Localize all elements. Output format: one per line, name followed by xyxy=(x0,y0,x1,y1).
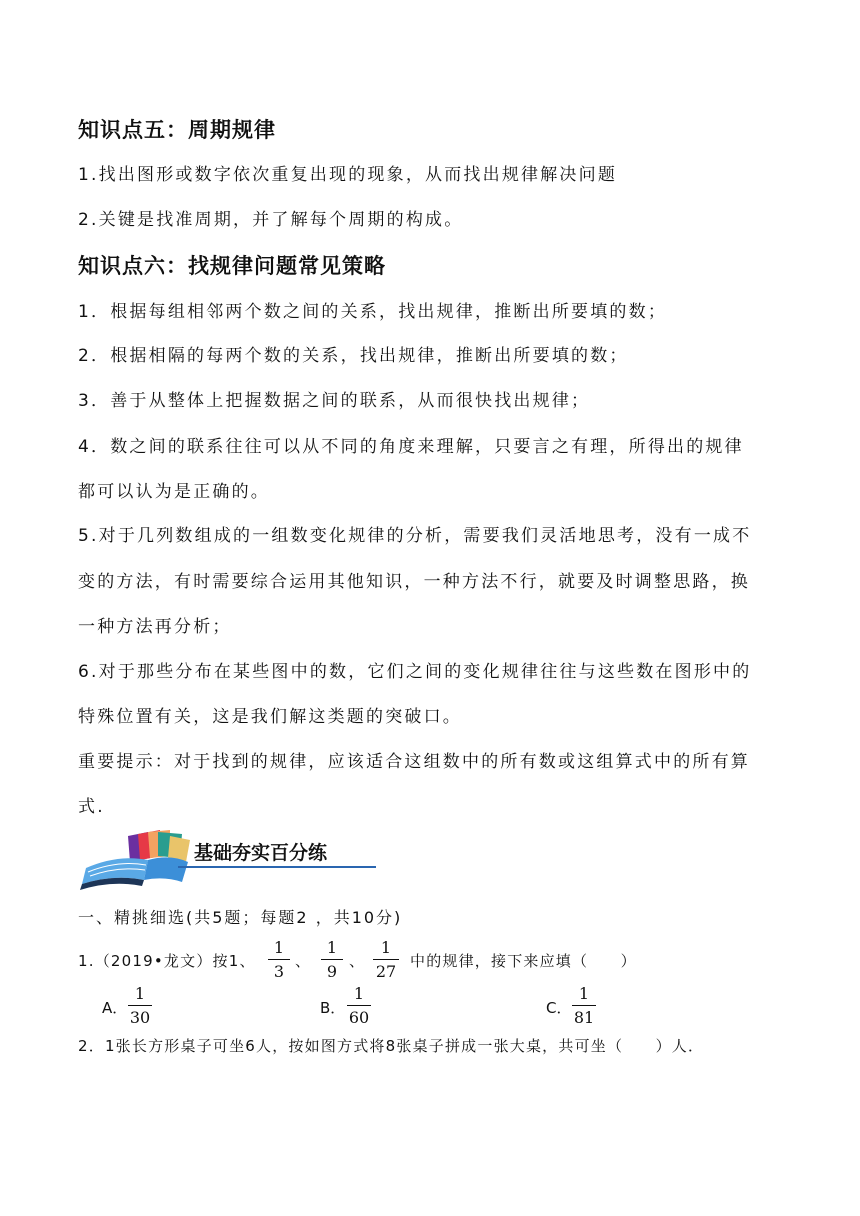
section6-title: 知识点六：找规律问题常见策略 xyxy=(78,254,386,278)
section6-line-8: 一种方法再分析； xyxy=(78,617,232,637)
part1-title: 一、精挑细选(共5题；每题2 ，共10分) xyxy=(78,908,403,927)
section6-line-12: 式. xyxy=(78,797,105,817)
section6-line-2: 2．根据相隔的每两个数的关系，找出规律，推断出所要填的数； xyxy=(78,346,629,366)
q1-sep-1: 、 xyxy=(295,952,312,970)
section6-line-9: 6.对于那些分布在某些图中的数，它们之间的变化规律往往与这些数在图形中的 xyxy=(78,662,752,682)
section6-line-6: 5.对于几列数组成的一组数变化规律的分析，需要我们灵活地思考，没有一成不 xyxy=(78,526,752,546)
banner-title: 基础夯实百分练 xyxy=(194,842,328,864)
books-icon xyxy=(78,828,198,890)
q2-text: 2．1张长方形桌子可坐6人，按如图方式将8张桌子拼成一张大桌，共可坐（ ）人． xyxy=(78,1037,705,1055)
q1-suffix: 中的规律，接下来应填（ ） xyxy=(410,952,637,970)
q1-fraction-2: 1 9 xyxy=(321,938,343,982)
q1-sep-2: 、 xyxy=(349,952,366,970)
q1-option-b-fraction: 1 60 xyxy=(348,984,370,1027)
banner xyxy=(78,828,398,890)
q1-option-a-label: A． xyxy=(102,999,128,1017)
section6-line-4: 4．数之间的联系往往可以从不同的角度来理解，只要言之有理，所得出的规律 xyxy=(78,437,744,457)
section6-line-5: 都可以认为是正确的。 xyxy=(78,482,270,502)
banner-underline xyxy=(178,866,376,868)
q1-option-b-label: B． xyxy=(320,999,346,1017)
q1-fraction-1: 1 3 xyxy=(268,938,290,982)
q1-fraction-3: 1 27 xyxy=(373,938,399,982)
section6-line-1: 1．根据每组相邻两个数之间的关系，找出规律，推断出所要填的数； xyxy=(78,302,668,322)
section6-line-10: 特殊位置有关，这是我们解这类题的突破口。 xyxy=(78,707,462,727)
q1-option-c-label: C． xyxy=(546,999,572,1017)
section5-title: 知识点五：周期规律 xyxy=(78,118,276,142)
q1-option-a-fraction: 1 30 xyxy=(129,984,151,1027)
section6-line-3: 3．善于从整体上把握数据之间的联系，从而很快找出规律； xyxy=(78,391,591,411)
section5-line-1: 1.找出图形或数字依次重复出现的现象，从而找出规律解决问题 xyxy=(78,165,618,185)
section6-line-11: 重要提示：对于找到的规律，应该适合这组数中的所有数或这组算式中的所有算 xyxy=(78,752,750,772)
q1-prefix: 1.（2019•龙文）按1、 xyxy=(78,952,256,970)
q1-option-c-fraction: 1 81 xyxy=(573,984,595,1027)
section5-line-2: 2.关键是找准周期，并了解每个周期的构成。 xyxy=(78,210,464,230)
section6-line-7: 变的方法，有时需要综合运用其他知识，一种方法不行，就要及时调整思路，换 xyxy=(78,572,750,592)
